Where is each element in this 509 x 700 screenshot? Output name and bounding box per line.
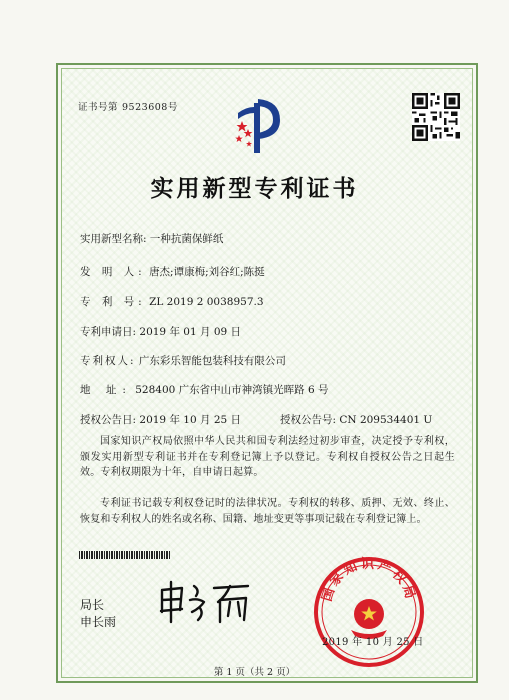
field-patentee bbox=[80, 353, 286, 368]
field-value: 528400 广东省中山市神湾镇光晖路 6 号 bbox=[135, 384, 329, 396]
certificate-number-label: 证书号第 bbox=[78, 102, 119, 113]
field-utility-model-name bbox=[80, 231, 223, 246]
seal-date: 2019 年 10 月 25 日 bbox=[322, 637, 424, 648]
field-inventors bbox=[80, 264, 265, 279]
certificate-number-suffix: 号 bbox=[167, 102, 178, 113]
signatory-role: 局长 bbox=[80, 598, 105, 612]
field-label: 实用新型名称: bbox=[80, 233, 147, 245]
legal-paragraph: 国家知识产权局依照中华人民共和国专利法经过初步审查，决定授予专利权，颁发实用新型专利证书并在专利登记簿上予以登记。专利权自授权公告之日起生效。专利权期限为十年，自申请日起算。 bbox=[80, 436, 455, 478]
page-indicator: 第 1 页（共 2 页） bbox=[213, 667, 296, 678]
field-label: 地 址: bbox=[80, 384, 132, 396]
field-value: 广东彩乐智能包装科技有限公司 bbox=[138, 355, 286, 367]
certificate-title: 实用新型专利证书 bbox=[150, 175, 359, 202]
field-label: 发 明 人: bbox=[80, 266, 146, 278]
field-label: 授权公告号: bbox=[280, 414, 337, 426]
field-value: ZL 2019 2 0038957.3 bbox=[149, 296, 264, 308]
signatory-name: 申长雨 bbox=[80, 615, 117, 629]
field-address bbox=[80, 382, 329, 397]
legal-paragraph: 专利证书记载专利权登记时的法律状况。专利权的转移、质押、无效、终止、恢复和专利权人的姓名或名称、国籍、地址变更等事项记载在专利登记簿上。 bbox=[80, 498, 455, 525]
field-application-date bbox=[80, 324, 241, 339]
field-label: 专 利 号: bbox=[80, 296, 146, 308]
certificate-number bbox=[78, 99, 178, 113]
field-value: CN 209534401 U bbox=[339, 414, 433, 426]
field-grant-date bbox=[80, 412, 241, 427]
cnipa-logo-icon bbox=[228, 93, 290, 155]
official-seal-icon bbox=[313, 556, 425, 668]
qr-code-icon bbox=[412, 93, 460, 141]
barcode-icon bbox=[79, 551, 171, 559]
field-value: 2019 年 10 月 25 日 bbox=[139, 414, 242, 426]
field-value: 2019 年 01 月 09 日 bbox=[139, 326, 242, 338]
field-grant-number bbox=[280, 412, 432, 427]
certificate-number-value: 9523608 bbox=[122, 102, 168, 113]
seal-text: 国家知识产权局 bbox=[319, 556, 419, 604]
field-patent-number bbox=[80, 294, 264, 309]
handwritten-signature-icon bbox=[156, 578, 256, 626]
svg-text:国家知识产权局 bbox=[319, 556, 418, 603]
field-label: 专利申请日: bbox=[80, 326, 137, 338]
field-value: 一种抗菌保鲜纸 bbox=[149, 233, 224, 245]
field-value: 唐杰;谭康梅;刘谷红;陈挺 bbox=[149, 266, 265, 278]
field-label: 专利权人: bbox=[80, 355, 136, 367]
field-label: 授权公告日: bbox=[80, 414, 137, 426]
